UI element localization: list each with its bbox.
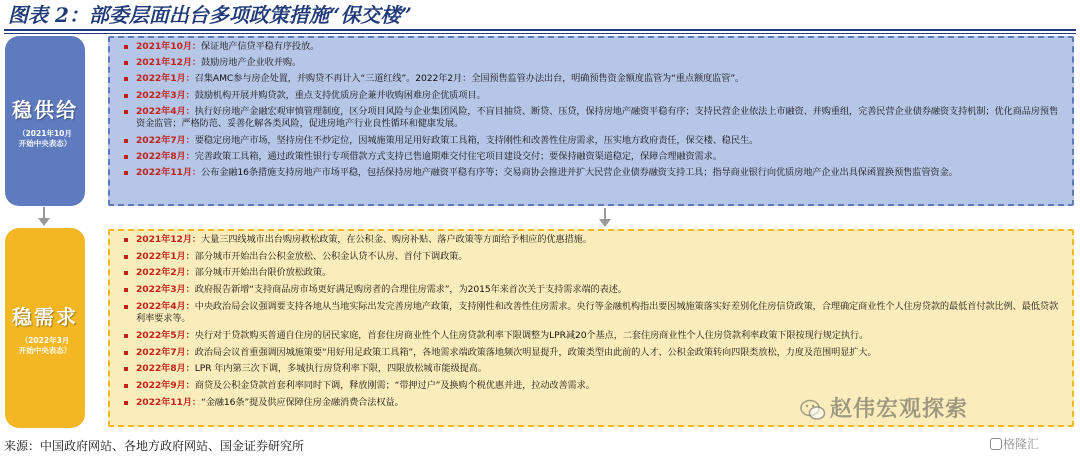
bullet-icon (124, 238, 128, 242)
phase-note: （2021年10月 开始中央表态） (18, 128, 72, 148)
bullet-icon (124, 367, 128, 371)
phase-label-demand (5, 228, 85, 428)
down-arrow-icon (598, 208, 612, 228)
policy-item: 2022年7月：政治局会议首重强调因城施策要“用好用足政策工具箱”，各地需求端政策落地频次明显提升，政策类型由此前的人才、公积金政策转向四限类放松，力度及范围明显扩大。 (124, 347, 1066, 359)
bullet-icon (124, 45, 128, 49)
policy-item: 2022年11月：公布金融16条措施支持房地产市场平稳，包括保持房地产融资平稳有序等；交易商协会推进并扩大民营企业债券融资支持工具；指导商业银行向优质房地产企业出具保函置换预售监管资金。 (124, 167, 1066, 180)
bullet-icon (124, 271, 128, 275)
policy-item: 2022年3月：政府报告新增“支持商品房市场更好满足购房者的合理住房需求”，为2015年来首次关于支持需求端的表述。 (124, 284, 1066, 296)
bullet-icon (124, 94, 128, 98)
down-arrow-icon (37, 207, 51, 227)
policy-item: 2021年12月：大量三四线城市出台购房救松政策，在公积金、购房补贴、落户政策等方面给予相应的优惠措施。 (124, 234, 1066, 246)
bullet-icon (124, 139, 128, 143)
policy-item: 2021年10月：保证地产信贷平稳有序投放。 (124, 41, 1066, 54)
policy-item: 2022年7月：要稳定房地产市场，坚持房住不炒定位，因城施策用足用好政策工具箱，支持刚性和改善性住房需求，压实地方政府责任，保交楼、稳民生。 (124, 135, 1066, 148)
phase-label-supply (5, 36, 85, 206)
wechat-logo-icon (800, 398, 826, 422)
figure-title: 图表 2：部委层面出台多项政策措施“保交楼” (8, 3, 412, 27)
watermark-small: 格隆汇 (1003, 437, 1040, 451)
policy-item: 2022年8月：LPR 年内第三次下调，多城执行房贷利率下限，四限放松城市能级提高。 (124, 363, 1066, 375)
policy-item: 2022年2月：部分城市开始出台限价放松政策。 (124, 267, 1066, 279)
policy-item: 2022年1月：召集AMC参与房企处置，并购贷不再计入“三道红线”。2022年2月：全国预售监管办法出台，明确预售资金额度监管为“重点额度监管”。 (124, 73, 1066, 86)
bullet-icon (124, 334, 128, 338)
title-rule-thin (4, 33, 1076, 34)
policy-item: 2022年4月：中央政治局会议强调要支持各地从当地实际出发完善房地产政策，支持刚性和改善性住房需求。央行等金融机构指出要因城施策落实好差别化住房信贷政策，合理确定商业性个人住房贷款的最低首付款比例、最低贷款利率要求等。 (124, 301, 1066, 326)
bullet-icon (124, 288, 128, 292)
bullet-icon (124, 384, 128, 388)
watermark: 赵伟宏观探索 (830, 397, 969, 422)
policy-item: 2022年9月：商贷及公积金贷款首套利率同时下调，释放刚需；“带押过户”及换购个税优惠并进，拉动改善需求。 (124, 380, 1066, 392)
policy-item: 2022年5月：央行对于贷款购买普通自住房的居民家庭，首套住房商业性个人住房贷款利率下限调整为LPR减20个基点，二套住房商业性个人住房贷款利率政策下限按现行规定执行。 (124, 330, 1066, 342)
phase-name: 稳供给 (12, 97, 78, 122)
policy-item: 2022年3月：鼓励机构开展并购贷款，重点支持优质房企兼并收购困难房企优质项目。 (124, 90, 1066, 103)
policy-item: 2022年1月：部分城市开始出台公积金放松、公积金认贷不认房、首付下调政策。 (124, 251, 1066, 263)
title-rule (4, 29, 1076, 31)
bullet-icon (124, 351, 128, 355)
gelonghui-logo-icon (990, 438, 1002, 450)
bullet-icon (124, 305, 128, 309)
bullet-icon (124, 110, 128, 114)
bullet-icon (124, 77, 128, 81)
policy-item: 2021年12月：鼓励房地产企业收并购。 (124, 57, 1066, 70)
bullet-icon (124, 155, 128, 159)
bullet-icon (124, 255, 128, 259)
phase-name: 稳需求 (12, 304, 78, 329)
phase-note: （2022年3月 开始中央表态） (18, 335, 72, 355)
policy-panel-supply (108, 36, 1074, 206)
bullet-icon (124, 401, 128, 405)
policy-item: 2022年4月：执行好房地产金融宏观审慎管理制度，区分项目风险与企业集团风险，不盲目抽贷、断贷、压贷，保持房地产融资平稳有序；支持民营企业依法上市融资、并购重组，完善民营企业债券融资支持机制；优化商品房预售资金监管；严格防范、妥善化解各类风险，促进房地产行业良性循环和健康发展。 (124, 106, 1066, 131)
policy-item: 2022年11月：“金融16条”提及供应保障住房金融消费合法权益。 (124, 397, 1066, 409)
policy-item: 2022年8月：完善政策工具箱，通过政策性银行专项借款方式支持已售逾期难交付住宅项目建设交付；要保持融资渠道稳定，保障合理融资需求。 (124, 151, 1066, 164)
bullet-icon (124, 61, 128, 65)
bullet-icon (124, 171, 128, 175)
source-note: 来源：中国政府网站、各地方政府网站、国金证券研究所 (4, 439, 305, 453)
